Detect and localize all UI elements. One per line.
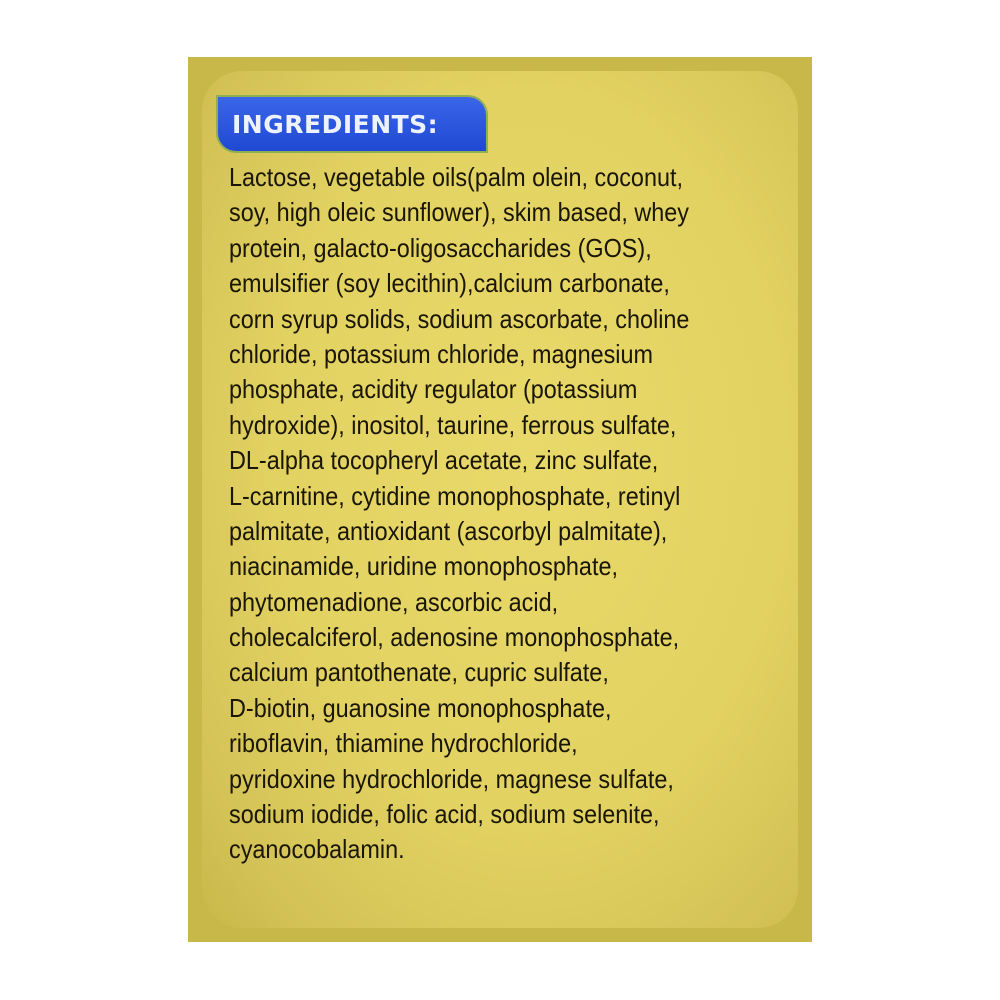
ingredient-line: cholecalciferol, adenosine monophosphate,: [229, 622, 680, 653]
ingredients-heading: INGREDIENTS:: [232, 109, 439, 139]
ingredient-line: emulsifier (soy lecithin),calcium carbonate,: [229, 268, 670, 299]
ingredient-line: protein, galacto-oligosaccharides (GOS),: [229, 232, 652, 263]
ingredient-line: phytomenadione, ascorbic acid,: [229, 586, 559, 617]
ingredient-line: chloride, potassium chloride, magnesium: [229, 338, 654, 369]
ingredient-line: L-carnitine, cytidine monophosphate, retinyl: [229, 480, 681, 511]
ingredient-list: [229, 160, 799, 868]
ingredient-line: riboflavin, thiamine hydrochloride,: [229, 728, 578, 759]
ingredient-line: DL-alpha tocopheryl acetate, zinc sulfate,: [229, 445, 659, 476]
ingredient-line: soy, high oleic sunflower), skim based, whey: [229, 197, 689, 228]
ingredient-line: palmitate, antioxidant (ascorbyl palmitate),: [229, 515, 668, 546]
ingredient-line: sodium iodide, folic acid, sodium selenite,: [229, 799, 660, 830]
ingredient-line: pyridoxine hydrochloride, magnese sulfate,: [229, 763, 674, 794]
ingredient-line: cyanocobalamin.: [229, 834, 405, 865]
ingredient-line: Lactose, vegetable oils(palm olein, coconut,: [229, 162, 683, 192]
ingredient-line: D-biotin, guanosine monophosphate,: [229, 692, 612, 723]
ingredient-line: phosphate, acidity regulator (potassium: [229, 374, 638, 405]
ingredient-line: corn syrup solids, sodium ascorbate, choline: [229, 303, 690, 334]
ingredient-line: niacinamide, uridine monophosphate,: [229, 551, 618, 582]
ingredient-line: hydroxide), inositol, taurine, ferrous sulfate,: [229, 409, 677, 440]
ingredients-heading-tab: [218, 97, 486, 151]
ingredient-line: calcium pantothenate, cupric sulfate,: [229, 657, 609, 688]
